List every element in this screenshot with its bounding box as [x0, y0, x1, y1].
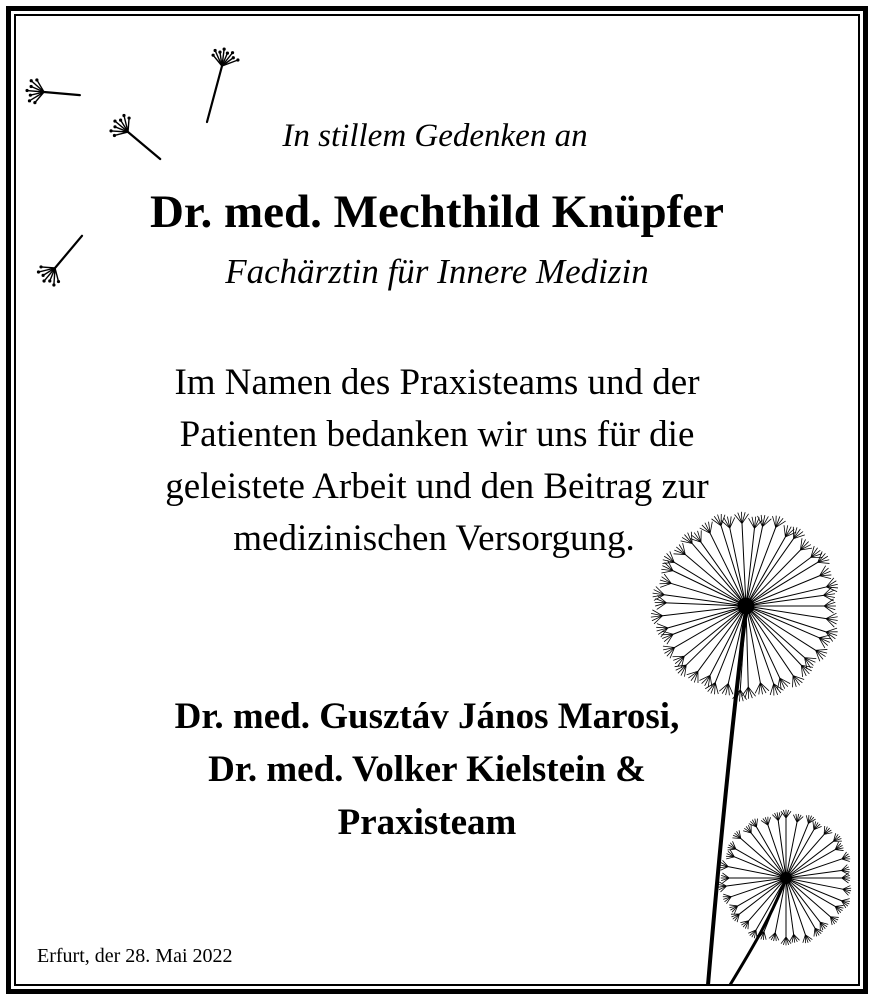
deceased-profession: Fachärztin für Innere Medizin [225, 252, 649, 291]
signer-line: Dr. med. Gusztáv János Marosi, [174, 696, 680, 737]
deceased-name: Dr. med. Mechthild Knüpfer [149, 186, 724, 238]
signers-block [0, 690, 864, 849]
signer-line: Praxisteam [337, 802, 517, 843]
signer-line: Dr. med. Volker Kielstein & [208, 749, 646, 790]
memorial-intro: In stillem Gedenken an [282, 118, 588, 154]
message-line: medizinischen Versorgung. [233, 518, 635, 559]
message-line: Im Namen des Praxisteams und der [174, 362, 700, 403]
message-text [0, 357, 874, 565]
place-date: Erfurt, der 28. Mai 2022 [37, 945, 233, 967]
message-line: Patienten bedanken wir uns für die [179, 414, 695, 455]
message-line: geleistete Arbeit und den Beitrag zur [165, 466, 709, 507]
